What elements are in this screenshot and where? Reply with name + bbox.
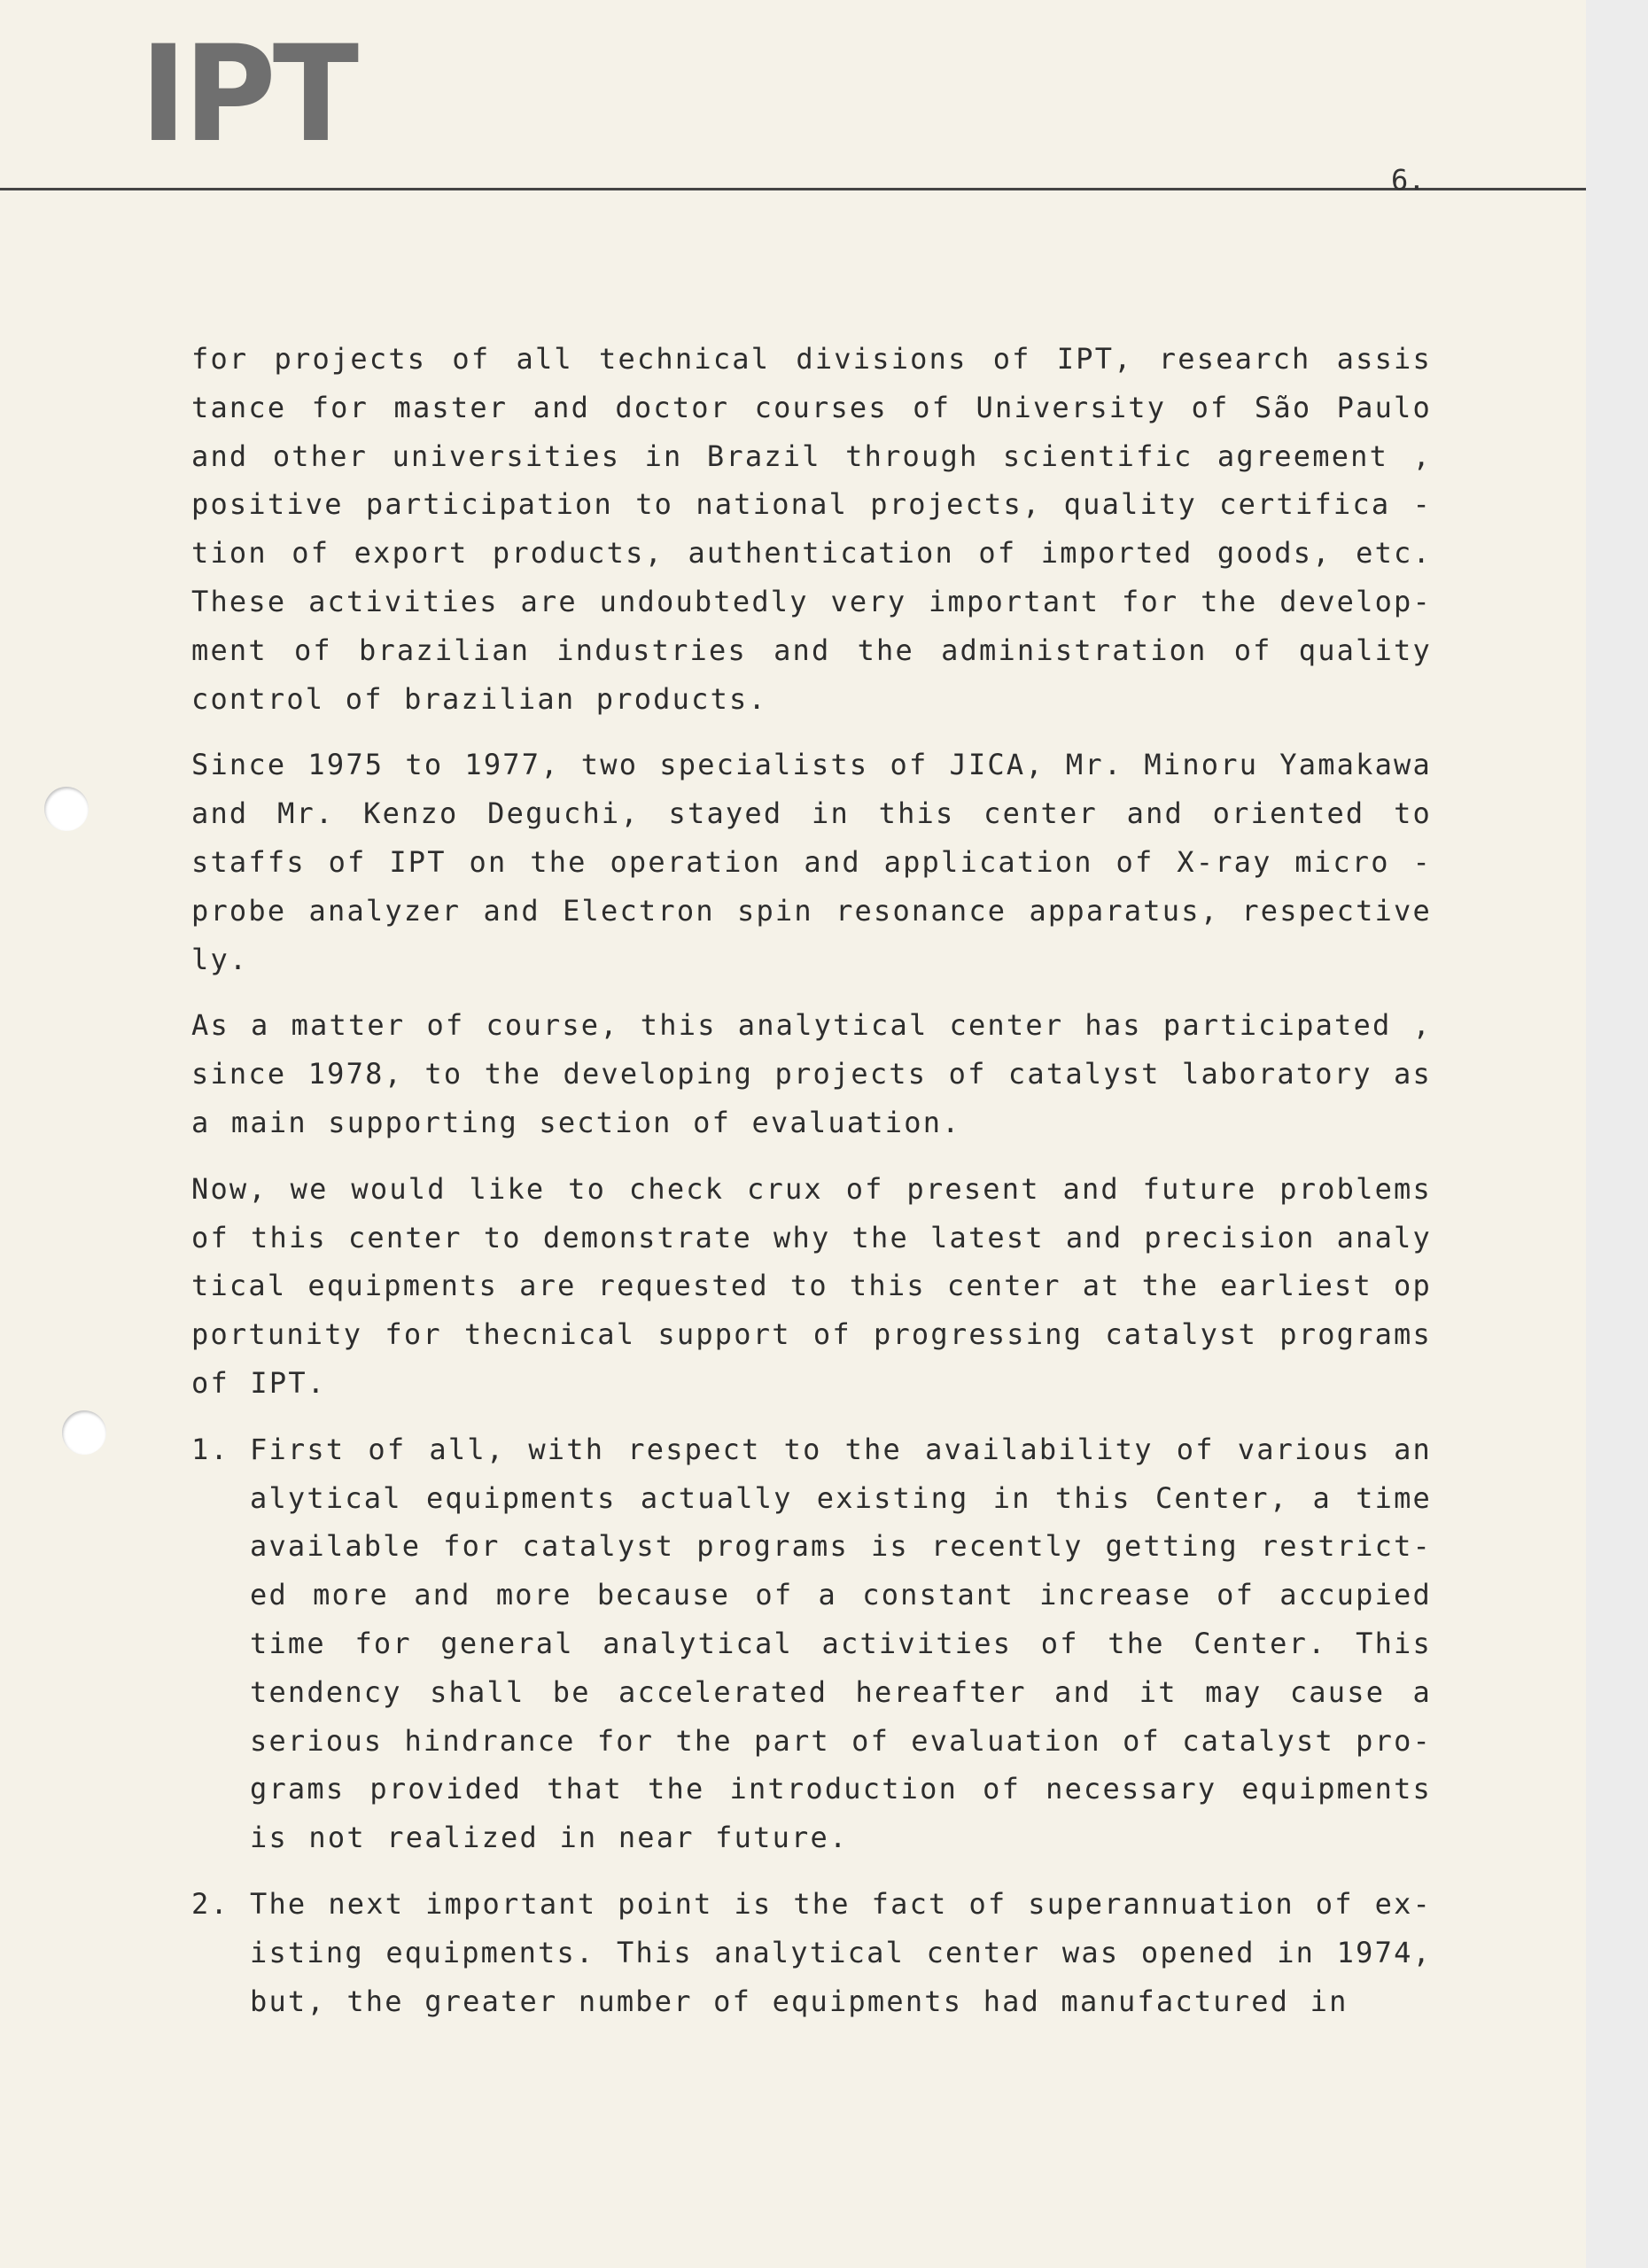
list-item-text: First of all, with respect to the availability of various an alytical equipments actually existing in this Center, a time available for catalyst programs is recently getting restrict- ed more and more because of a constant increase of accupied time for general analytical activities of the Center. This tendency shall be accelerated hereafter and it may cause a serious hindrance for the part of evaluation of catalyst pro- grams provided that the introduction of necessary equipments is not realized in near future. <box>250 1432 1432 1855</box>
list-item <box>191 1880 1432 2025</box>
list-item-text: The next important point is the fact of superannuation of ex- isting equipments. This analytical center was opened in 1974, but, the greater number of equipments had manufactured in <box>250 1886 1432 2018</box>
paragraph: Since 1975 to 1977, two specialists of JICA, Mr. Minoru Yamakawa and Mr. Kenzo Deguchi, stayed in this center and oriented to staffs of IPT on the operation and application of X-ray micro - probe analyzer and Electron spin resonance apparatus, respective ly. <box>191 748 1432 976</box>
list-item <box>191 1425 1432 1862</box>
binder-hole-icon <box>62 1410 106 1455</box>
list-item-number: 1. <box>191 1432 229 1466</box>
document-body <box>191 335 1432 2043</box>
ipt-logo: IPT <box>140 18 356 172</box>
paragraph: As a matter of course, this analytical center has participated , since 1978, to the developing projects of catalyst laboratory as a main supporting section of evaluation. <box>191 1008 1432 1139</box>
scan-background <box>1586 0 1648 2268</box>
paragraph: for projects of all technical divisions of IPT, research assis tance for master and doctor courses of University of São Paulo and other universities in Brazil through scientific agreement , positive participation to national projects, quality certifica - tion of export products, authentication of imported goods, etc. These activities are undoubtedly very important for the develop- ment of brazilian industries and the administration of quality control of brazilian products. <box>191 342 1432 716</box>
header-rule <box>0 188 1586 190</box>
paragraph: Now, we would like to check crux of present and future problems of this center to demonstrate why the latest and precision analy tical equipments are requested to this center at the earliest op portunity for thecnical support of progressing catalyst programs of IPT. <box>191 1171 1432 1400</box>
page-number: 6. <box>1391 163 1426 197</box>
binder-hole-icon <box>44 787 89 831</box>
list-item-number: 2. <box>191 1886 229 1921</box>
